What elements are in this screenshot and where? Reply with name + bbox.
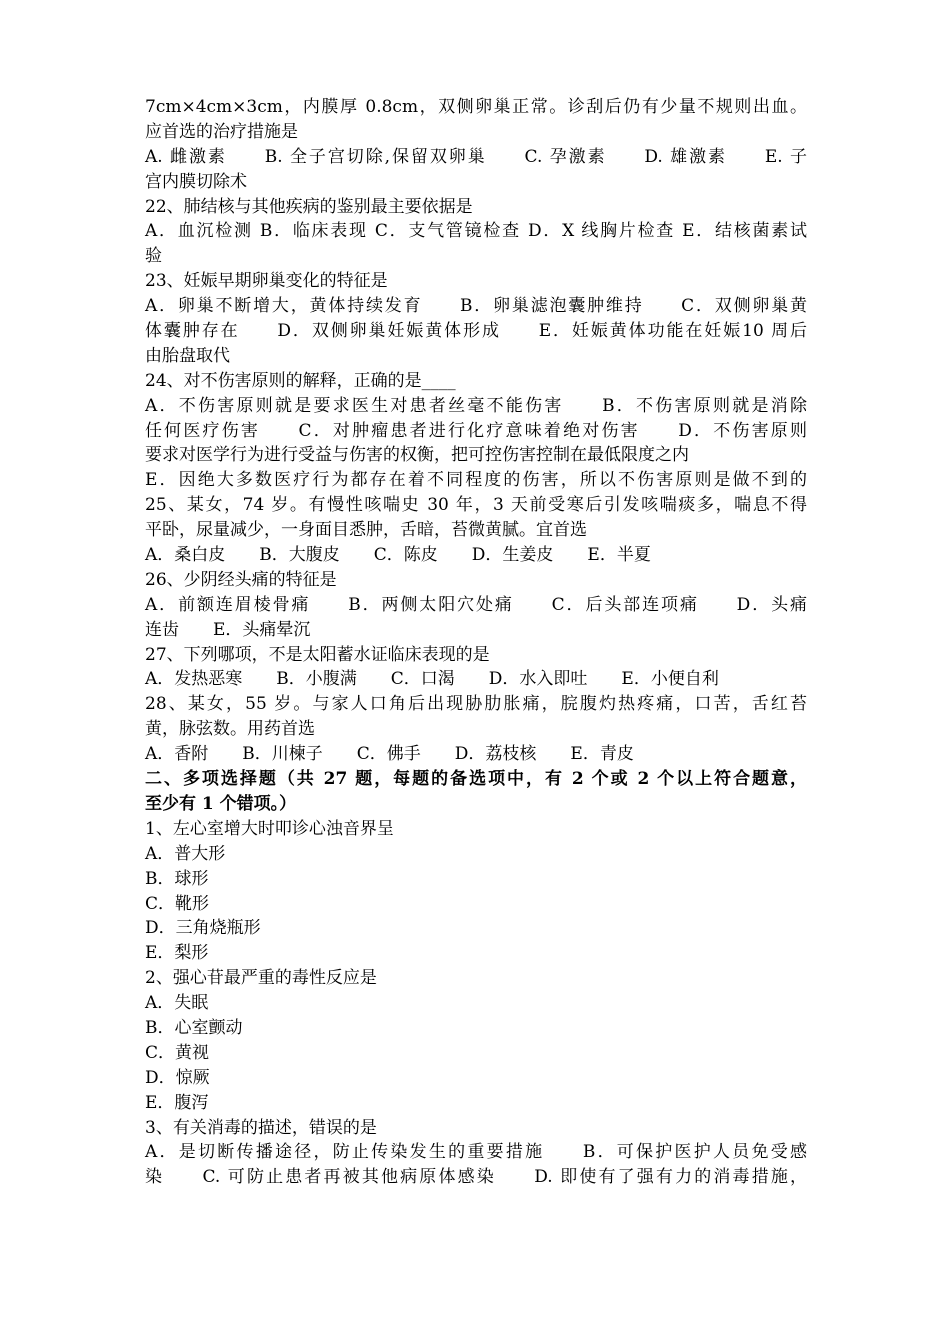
text-line: A. 雌激素 B. 全子宫切除,保留双卵巢 C. 孕激素 D. 雄激素 E. 子: [145, 146, 807, 167]
text-line: B．心室颤动: [145, 1017, 243, 1038]
text-line: 至少有 1 个错项。）: [145, 793, 297, 814]
text-line: 2、强心苷最严重的毒性反应是: [145, 968, 377, 989]
text-line: A．普大形: [145, 843, 226, 864]
text-line: A．卵巢不断增大，黄体持续发育 B．卵巢滤泡囊肿维持 C．双侧卵巢黄: [145, 296, 807, 317]
text-line: 连齿 E．头痛晕沉: [145, 619, 311, 640]
text-line: A．失眠: [145, 993, 209, 1014]
text-line: 26、少阴经头痛的特征是: [145, 569, 337, 590]
text-line: D．三角烧瓶形: [145, 918, 261, 939]
text-line: E．因绝大多数医疗行为都存在着不同程度的伤害，所以不伤害原则是做不到的: [145, 470, 807, 491]
text-line: 25、某女，74 岁。有慢性咳喘史 30 年，3 天前受寒后引发咳喘痰多，喘息不得: [145, 495, 807, 516]
text-line: 宫内膜切除术: [145, 171, 247, 192]
text-line: 染 C. 可防止患者再被其他病原体感染 D. 即使有了强有力的消毒措施，: [145, 1167, 807, 1188]
text-line: A．前额连眉棱骨痛 B．两侧太阳穴处痛 C．后头部连项痛 D．头痛: [145, 594, 807, 615]
text-line: 任何医疗伤害 C．对肿瘤患者进行化疗意味着绝对伤害 D．不伤害原则: [145, 420, 807, 441]
text-line: 体囊肿存在 D．双侧卵巢妊娠黄体形成 E．妊娠黄体功能在妊娠10 周后: [145, 321, 807, 342]
text-line: A．不伤害原则就是要求医生对患者丝毫不能伤害 B．不伤害原则就是消除: [145, 395, 807, 416]
text-line: 22、肺结核与其他疾病的鉴别最主要依据是: [145, 196, 473, 217]
text-line: E．腹泻: [145, 1092, 209, 1113]
text-line: C．靴形: [145, 893, 210, 914]
document-page: [145, 95, 807, 1190]
text-line: 黄，脉弦数。用药首选: [145, 719, 315, 740]
text-line: 平卧，尿量减少，一身面目悉肿，舌暗，苔微黄腻。宜首选: [145, 520, 587, 541]
text-line: C．黄视: [145, 1042, 210, 1063]
text-line: A．血沉检测 B．临床表现 C．支气管镜检查 D．X 线胸片检查 E．结核菌素试: [145, 221, 807, 242]
text-line: 23、妊娠早期卵巢变化的特征是: [145, 271, 388, 292]
text-line: B．球形: [145, 868, 209, 889]
text-line: 24、对不伤害原则的解释，正确的是____: [145, 370, 456, 391]
text-line: A．香附 B．川楝子 C．佛手 D．荔枝核 E．青皮: [145, 744, 634, 765]
text-line: 由胎盘取代: [145, 345, 230, 366]
text-line: A．发热恶寒 B．小腹满 C．口渴 D．水入即吐 E．小便自利: [145, 669, 719, 690]
text-line: 验: [145, 246, 162, 267]
text-line: A．桑白皮 B．大腹皮 C．陈皮 D．生姜皮 E．半夏: [145, 545, 651, 566]
text-line: 27、下列哪项，不是太阳蓄水证临床表现的是: [145, 644, 490, 665]
text-line: 要求对医学行为进行受益与伤害的权衡，把可控伤害控制在最低限度之内: [145, 445, 689, 466]
text-line: 7cm×4cm×3cm，内膜厚 0.8cm，双侧卵巢正常。诊刮后仍有少量不规则出血。: [145, 97, 807, 117]
text-line: 二、多项选择题（共 27 题，每题的备选项中，有 2 个或 2 个以上符合题意，: [145, 769, 807, 790]
text-line: 应首选的治疗措施是: [145, 121, 298, 142]
text-line: 28、某女，55 岁。与家人口角后出现胁肋胀痛，脘腹灼热疼痛，口苦，舌红苔: [145, 694, 807, 715]
text-line: 1、左心室增大时叩诊心浊音界呈: [145, 818, 394, 839]
text-line: E．梨形: [145, 943, 209, 964]
text-line: 3、有关消毒的描述，错误的是: [145, 1117, 377, 1138]
text-line: D．惊厥: [145, 1067, 210, 1088]
text-line: A．是切断传播途径，防止传染发生的重要措施 B．可保护医护人员免受感: [145, 1142, 807, 1163]
